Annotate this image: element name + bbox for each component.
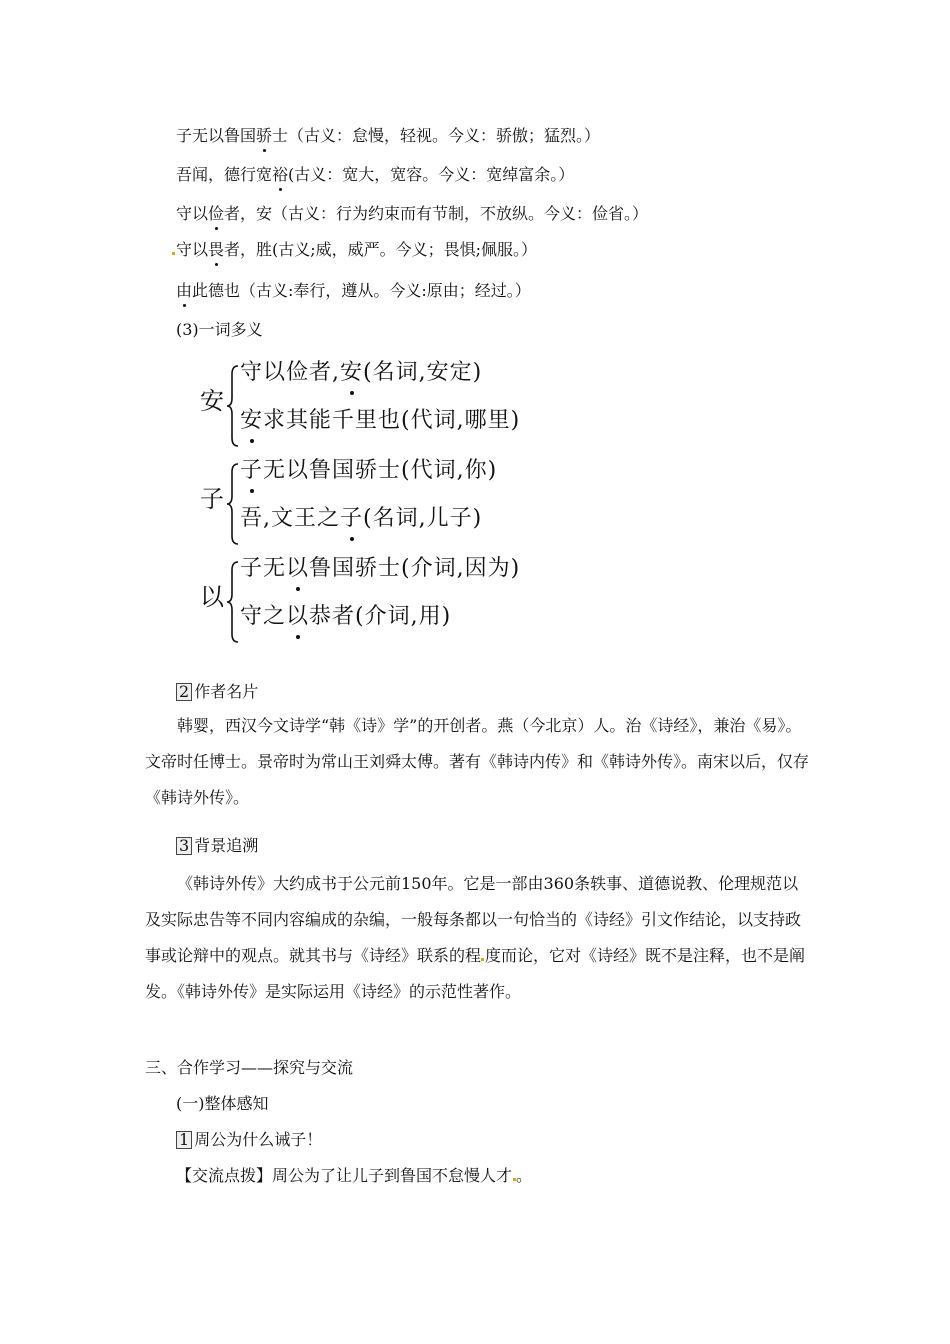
question-number-badge: 1 — [176, 1131, 192, 1149]
emphasis-char: 由 — [176, 281, 193, 300]
emphasis-char: 子 — [340, 506, 364, 531]
polysemy-example-1: 守以俭者,安(名词,安定) — [240, 360, 483, 385]
background-paragraph-rest: 度而论，它对《诗经》既不是注释，也不是阐发。《韩诗外传》是实际运用《诗经》的示范性著作。 — [145, 946, 806, 1001]
brace-icon — [226, 364, 240, 448]
emphasis-char: 骄 — [256, 126, 273, 145]
polysemy-word: 安 — [200, 387, 224, 415]
polysemy-group-zi — [200, 456, 580, 552]
section-number-badge: 3 — [176, 837, 192, 855]
brace-icon — [226, 560, 240, 644]
emphasis-char: 畏 — [208, 240, 225, 259]
answer: 【交流点拨】周公为了让儿子到鲁国不怠慢人才 。 — [176, 1166, 533, 1185]
answer-text: 周公为了让儿子到鲁国不怠慢人才 — [272, 1166, 516, 1185]
note-line-5: 由此德也（古义:奉行，遵从。今义:原由；经过。） — [176, 281, 531, 300]
polysemy-word: 以 — [200, 583, 224, 611]
emphasis-char: 俭 — [208, 204, 225, 223]
emphasis-char: 以 — [286, 556, 310, 581]
note-line-3: 守以俭者，安（古义：行为约束而有节制，不放纵。今义：俭省。） — [176, 204, 649, 223]
question: 1 周公为什么诫子！ — [176, 1130, 322, 1150]
note-line-2: 吾闻，德行宽裕(古义：宽大，宽容。今义：宽绰富余。） — [176, 165, 575, 184]
polysemy-heading: (3)一词多义 — [176, 320, 263, 339]
background-heading: 3 背景追溯 — [176, 836, 258, 856]
author-paragraph: 韩婴，西汉今文诗学“韩《诗》学”的开创者。燕（今北京）人。治《诗经》，兼治《易》。文帝时任博士。景帝时为常山王刘舜太傅。著有《韩诗内传》和《韩诗外传》。南宋以后，仅存《韩诗外传》。 — [145, 716, 810, 807]
polysemy-word: 子 — [200, 485, 224, 513]
brace-icon — [226, 462, 240, 546]
polysemy-example-2: 吾,文王之子(名词,儿子) — [240, 506, 483, 531]
polysemy-group-an — [200, 358, 580, 454]
polysemy-example-1: 子无以鲁国骄士(介词,因为) — [240, 556, 521, 581]
emphasis-char: 安 — [340, 360, 364, 385]
answer-label: 【交流点拨】 — [176, 1166, 273, 1185]
emphasis-char: 裕 — [272, 165, 289, 184]
polysemy-example-2: 守之以恭者(介词,用) — [240, 604, 452, 629]
section-title: 三、合作学习——探究与交流 — [145, 1058, 354, 1077]
emphasis-char: 子 — [240, 458, 264, 483]
note-line-1: 子无以鲁国骄士（古义：怠慢，轻视。今义：骄傲；猛烈。） — [176, 126, 601, 145]
polysemy-group-yi — [200, 554, 580, 650]
subsection-title: (一)整体感知 — [176, 1094, 269, 1113]
section-number-badge: 2 — [176, 683, 192, 701]
polysemy-example-1: 子无以鲁国骄士(代词,你) — [240, 458, 498, 483]
author-heading: 2 作者名片 — [176, 682, 258, 702]
emphasis-char: 以 — [286, 604, 310, 629]
note-line-4: 守以畏者，胜(古义;威，威严。今义；畏惧;佩服。） — [172, 240, 537, 260]
polysemy-example-2: 安求其能千里也(代词,哪里) — [240, 408, 521, 433]
background-paragraph: 《韩诗外传》大约成书于公元前150年。它是一部由360条轶事、道德说教、伦理规范以及实际忠告等不同内容编成的杂编，一般每条都以一句恰当的《诗经》引文作结论，以支持政事或论辩中的观点。就其书与《诗经》联系的程 度而论，它对《诗经》既不是注释，也不是阐发。《韩诗外传》是实际运用《诗经》的示范性著作。 — [145, 874, 806, 1001]
emphasis-char: 安 — [240, 408, 264, 433]
